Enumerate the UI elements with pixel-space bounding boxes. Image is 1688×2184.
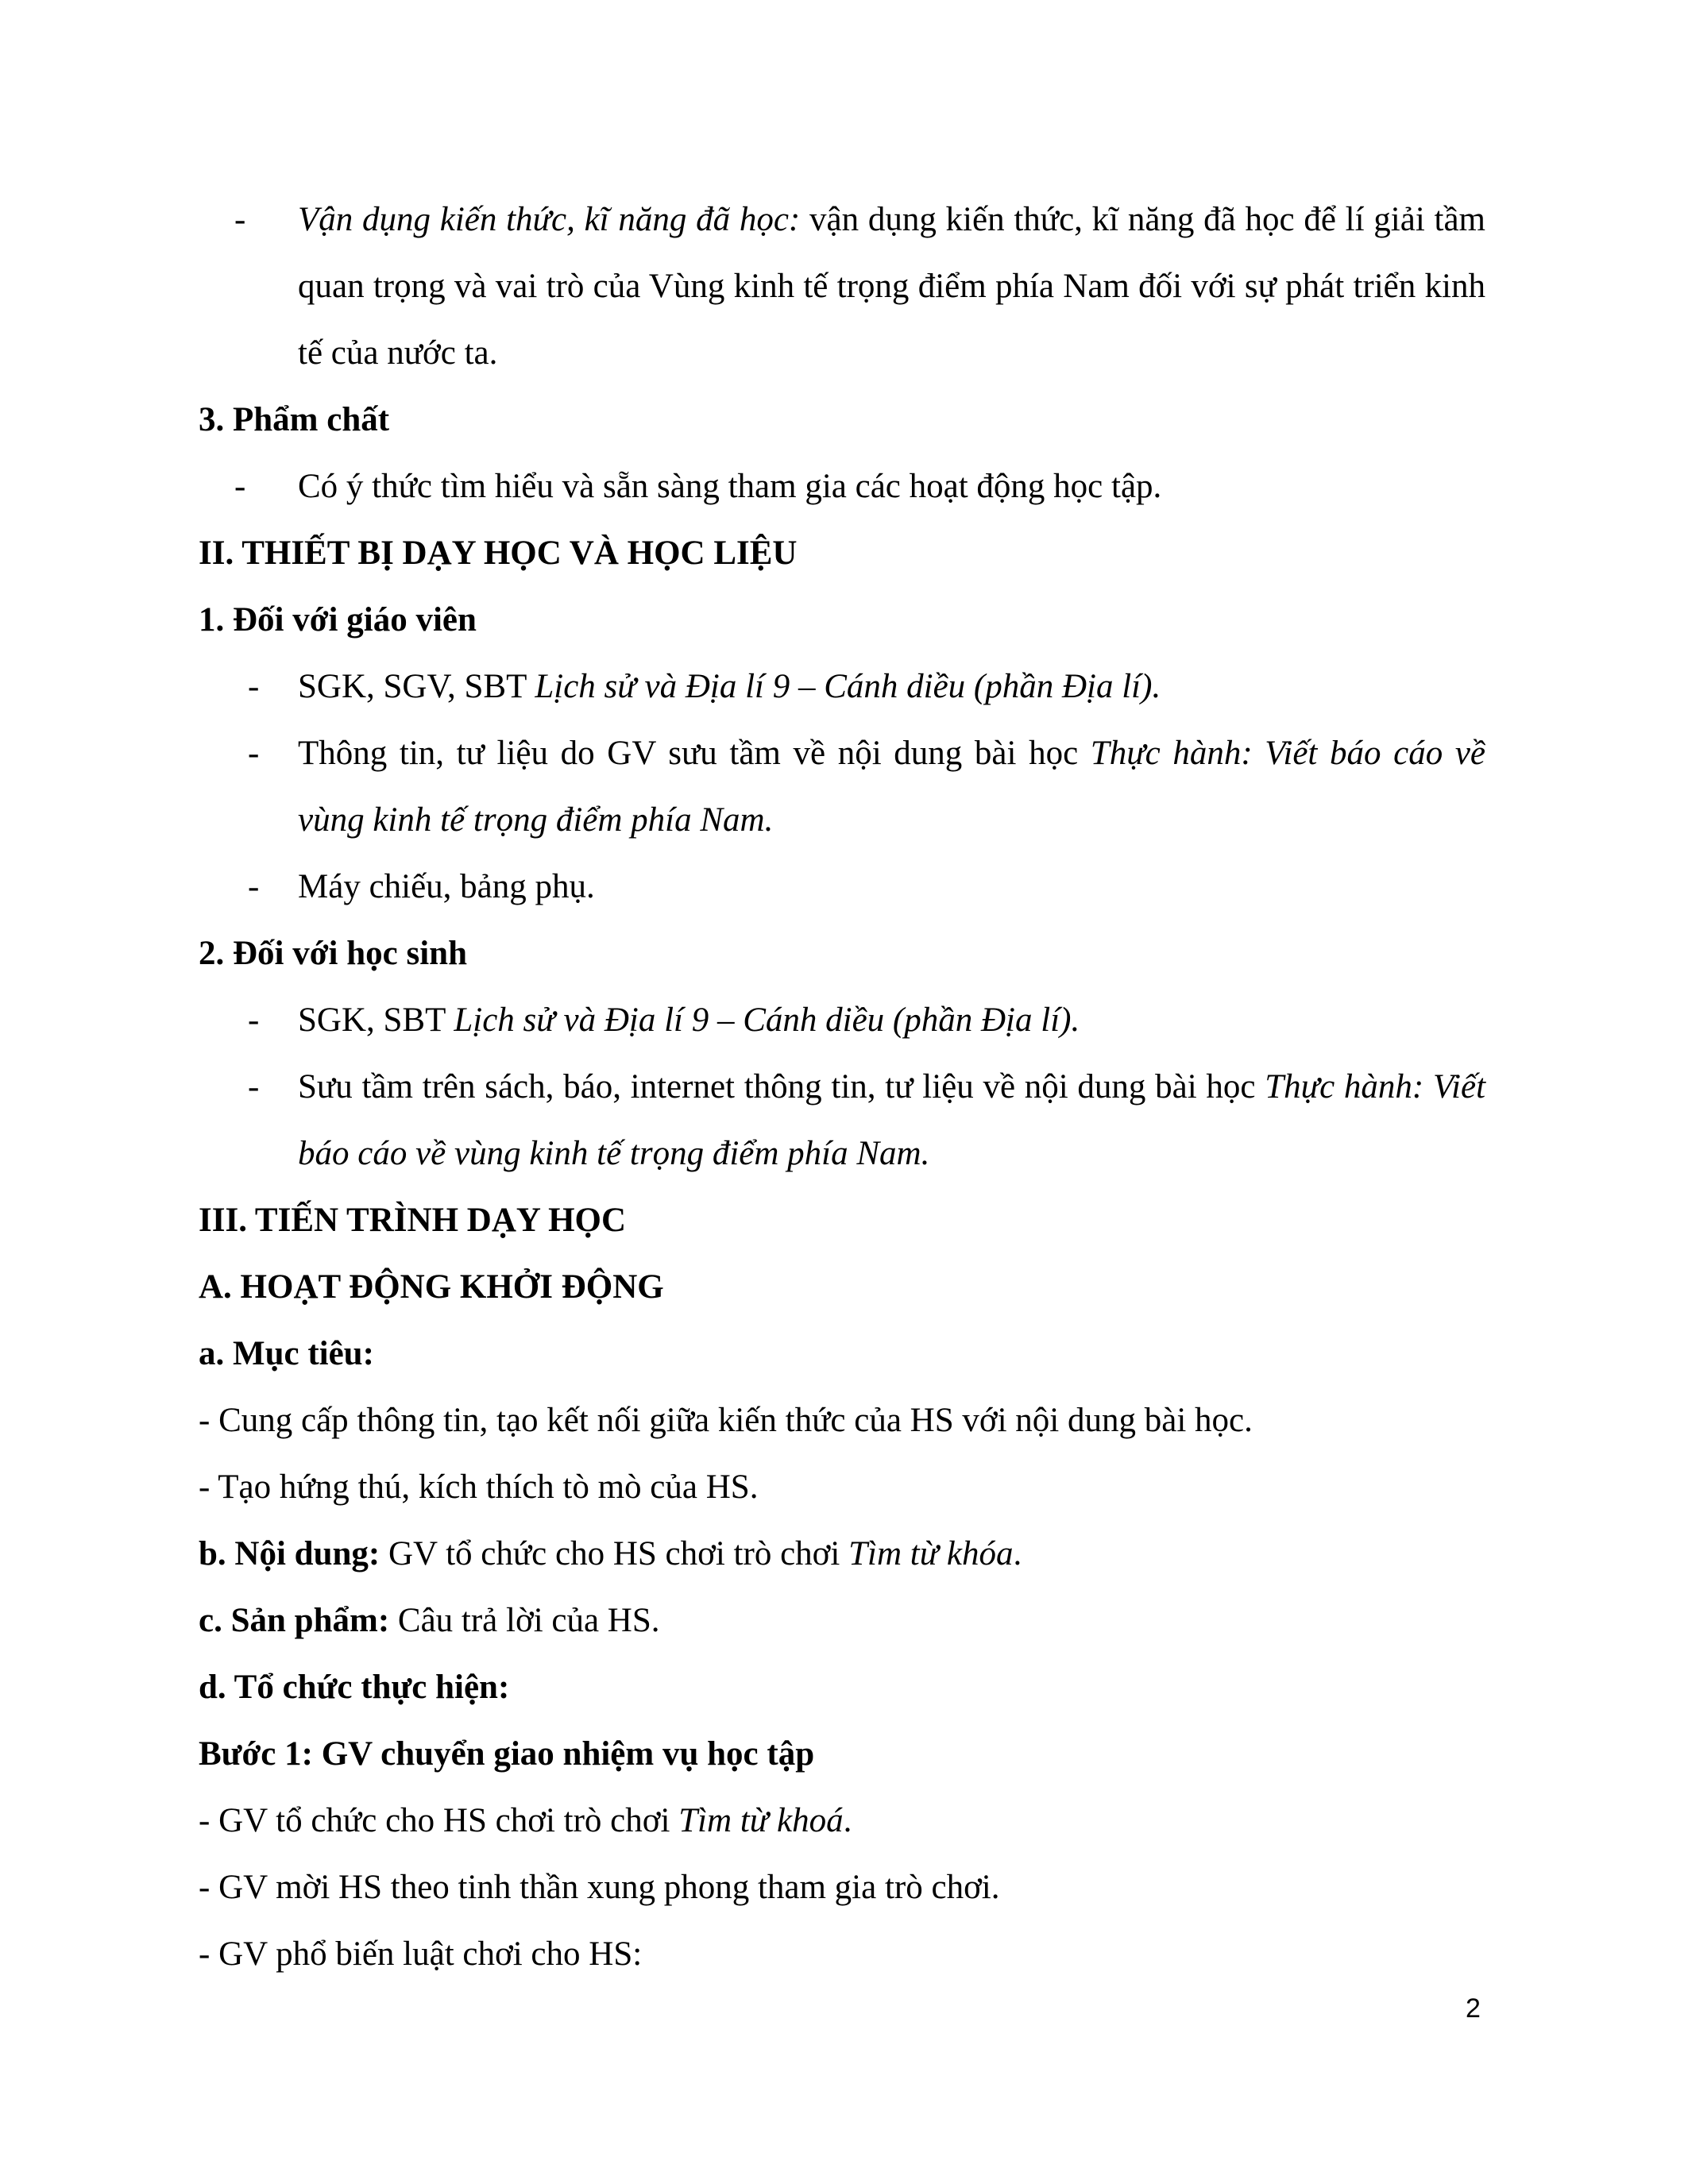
student-heading: 2. Đối với học sinh — [199, 935, 468, 972]
product-label: c. Sản phẩm: — [199, 1602, 390, 1639]
product-line — [199, 1588, 1485, 1654]
content-italic: Tìm từ khóa — [848, 1535, 1014, 1572]
teacher-item — [199, 720, 1485, 854]
student-item-text: Sưu tầm trên sách, báo, internet thông tin, tư liệu về nội dung bài học — [298, 1068, 1265, 1106]
activity-heading: A. HOẠT ĐỘNG KHỞI ĐỘNG — [199, 1268, 664, 1306]
content-end: . — [1013, 1535, 1022, 1572]
qualities-heading: 3. Phẩm chất — [199, 401, 390, 438]
student-item — [199, 1054, 1485, 1187]
step1-line: - GV mời HS theo tinh thần xung phong tham gia trò chơi. — [199, 1869, 1000, 1906]
process-heading: III. TIẾN TRÌNH DẠY HỌC — [199, 1202, 627, 1239]
bullet-dash: - — [248, 735, 260, 772]
bullet-dash: - — [248, 1068, 260, 1106]
teacher-item-italic: Thực hành: Viết báo cáo về vùng kinh tế trọng điểm phía Nam. — [298, 735, 1485, 839]
bullet-dash: - — [248, 868, 260, 905]
student-item-text: SGK, SBT — [298, 1001, 454, 1039]
apply-text: vận dụng kiến thức, kĩ năng đã học để lí giải tầm quan trọng và vai trò của Vùng kinh tế trọng điểm phía Nam đối với sự phát triển kinh tế của nước ta. — [298, 201, 1485, 372]
step1-line1-italic: Tìm từ khoá — [678, 1802, 844, 1839]
step1-heading: Bước 1: GV chuyển giao nhiệm vụ học tập — [199, 1735, 815, 1773]
content-label: b. Nội dung: — [199, 1535, 380, 1572]
goal-line: - Cung cấp thông tin, tạo kết nối giữa kiến thức của HS với nội dung bài học. — [199, 1402, 1253, 1439]
teacher-item-text: Thông tin, tư liệu do GV sưu tầm về nội dung bài học — [298, 735, 1091, 772]
page-number: 2 — [1466, 1993, 1481, 2024]
step1-line1-end: . — [843, 1802, 852, 1839]
bullet-dash: - — [234, 201, 246, 238]
goal-line: - Tạo hứng thú, kích thích tò mò của HS. — [199, 1468, 759, 1506]
teacher-item-italic: Lịch sử và Địa lí 9 – Cánh diều (phần Địa lí). — [535, 668, 1161, 705]
step1-line1-text: - GV tổ chức cho HS chơi trò chơi — [199, 1802, 679, 1839]
bullet-dash: - — [248, 668, 260, 705]
student-item-italic: Thực hành: Viết báo cáo về vùng kinh tế trọng điểm phía Nam. — [298, 1068, 1486, 1172]
step1-line — [199, 1788, 1485, 1854]
qualities-text: Có ý thức tìm hiểu và sẵn sàng tham gia các hoạt động học tập. — [298, 468, 1162, 505]
student-item-italic: Lịch sử và Địa lí 9 – Cánh diều (phần Địa lí). — [454, 1001, 1080, 1039]
apply-label: Vận dụng kiến thức, kĩ năng đã học: — [298, 201, 801, 238]
teacher-item — [199, 854, 1485, 920]
bullet-dash: - — [234, 468, 246, 505]
teacher-heading: 1. Đối với giáo viên — [199, 601, 477, 639]
document-body — [199, 187, 1485, 1988]
student-item — [199, 987, 1485, 1054]
teacher-item-text: Máy chiếu, bảng phụ. — [298, 868, 595, 905]
product-text: Câu trả lời của HS. — [389, 1602, 660, 1639]
goal-heading: a. Mục tiêu: — [199, 1335, 374, 1372]
content-line — [199, 1521, 1485, 1588]
step1-line: - GV phổ biến luật chơi cho HS: — [199, 1935, 643, 1973]
teacher-item-text: SGK, SGV, SBT — [298, 668, 535, 705]
org-heading: d. Tổ chức thực hiện: — [199, 1669, 510, 1706]
apply-knowledge-item — [199, 187, 1485, 387]
bullet-dash: - — [248, 1001, 260, 1039]
content-text: GV tổ chức cho HS chơi trò chơi — [380, 1535, 849, 1572]
equipment-heading: II. THIẾT BỊ DẠY HỌC VÀ HỌC LIỆU — [199, 534, 798, 572]
qualities-item — [199, 453, 1485, 520]
teacher-item — [199, 654, 1485, 720]
